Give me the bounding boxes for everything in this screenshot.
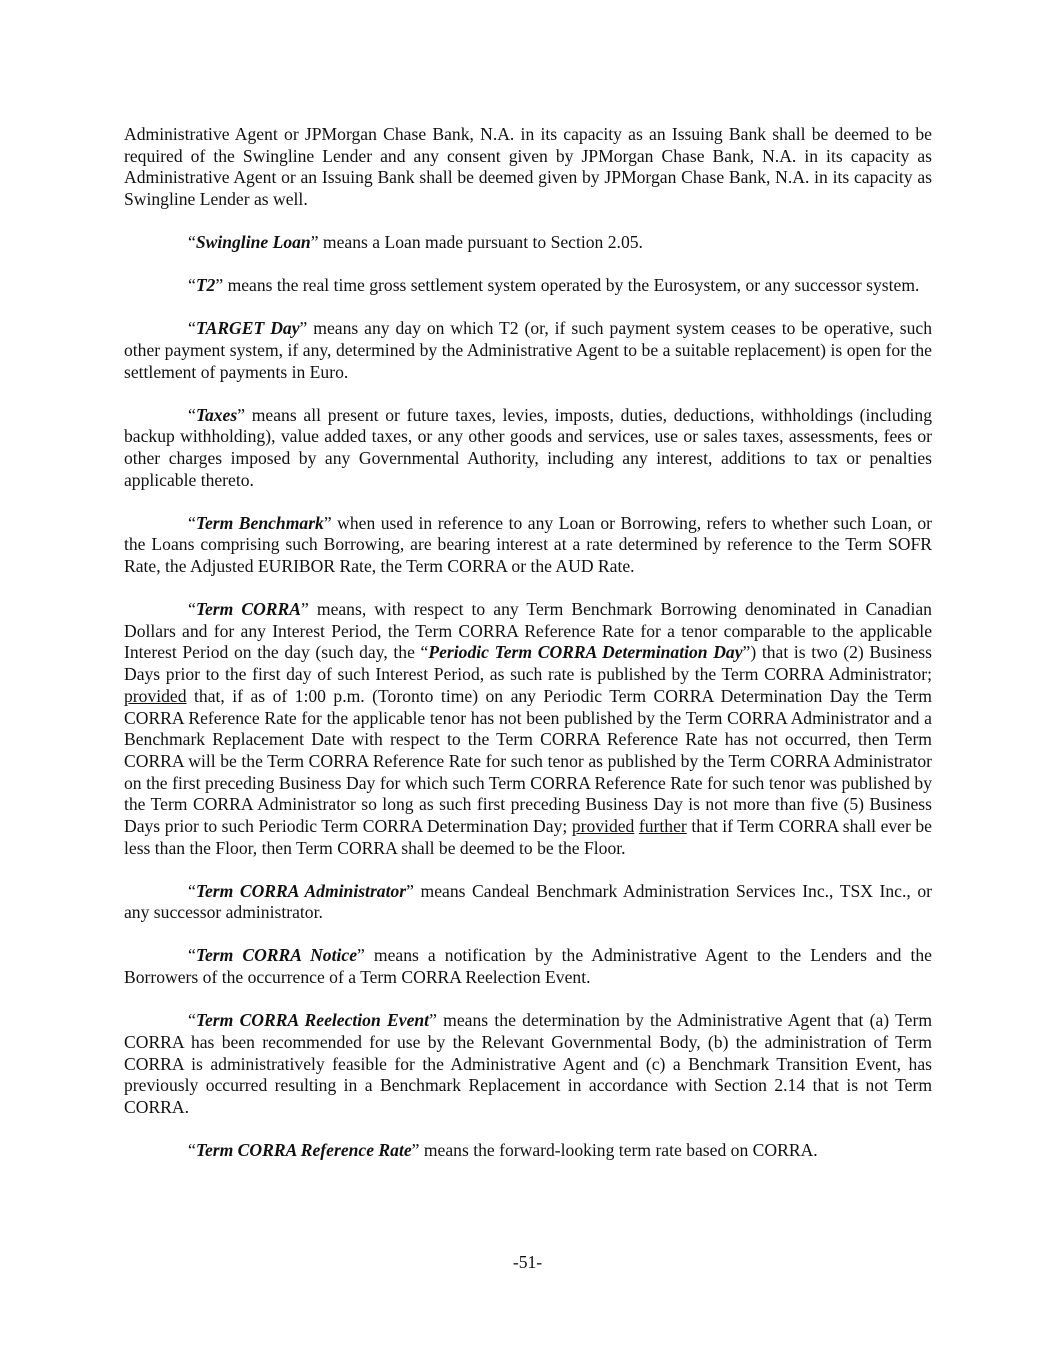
definition-text: ” when used in reference to any Loan or Borrowing, refers to whether such Loan, or the Loans comprising such Borrowing, are bearing interest at a rate determined by reference to the Term SOFR Rate, the Adjusted EURIBOR Rate, the Term CORRA or the AUD Rate.: [124, 512, 932, 577]
open-quote: “: [188, 945, 196, 966]
defined-term: T2: [195, 275, 216, 296]
definition-text: ” means the forward-looking term rate based on CORRA.: [411, 1139, 818, 1160]
defined-term: Term Benchmark: [195, 512, 324, 533]
open-quote: “: [188, 1010, 196, 1031]
definition-text: ” means the determination by the Administrative Agent that (a) Term CORRA has been recommended for use by the Relevant Governmental Body, (b) the administration of Term CORRA is administratively feasible for the Administrative Agent and (c) a Benchmark Transition Event, has previously occurred resulting in a Benchmark Replacement in accordance with Section 2.14 that is not Term CORRA.: [124, 1010, 933, 1117]
defined-term: Term CORRA Reference Rate: [195, 1139, 412, 1160]
definition-target-day: [124, 318, 932, 383]
further-underlined: further: [638, 816, 687, 837]
open-quote: “: [188, 512, 196, 533]
definition-text: ” means the real time gross settlement system operated by the Eurosystem, or any successor system.: [215, 275, 920, 296]
defined-term: Term CORRA Administrator: [195, 880, 407, 901]
definition-text: ” means, with respect to any Term Benchmark Borrowing denominated in Canadian Dollars and for any Interest Period, the Term CORRA Reference Rate for a tenor comparable to the applicable Interest Period on the day (such day, the “: [124, 599, 932, 663]
definition-taxes: [124, 405, 932, 492]
open-quote: “: [188, 599, 196, 620]
defined-term: Taxes: [195, 404, 238, 425]
definition-text: ” means all present or future taxes, levies, imposts, duties, deductions, withholdings (including backup withholding), value added taxes, or any other goods and services, use or sales taxes, assessments, fees or other charges imposed by any Governmental Authority, including any interest, additions to tax or penalties applicable thereto.: [124, 404, 932, 490]
open-quote: “: [188, 880, 196, 901]
defined-term: Term CORRA: [195, 599, 301, 620]
definition-text: ” means any day on which T2 (or, if such payment system ceases to be operative, such other payment system, if any, determined by the Administrative Agent to be a suitable replacement) is open for the settlement of payments in Euro.: [124, 318, 932, 382]
definition-text: ” means a notification by the Administrative Agent to the Lenders and the Borrowers of the occurrence of a Term CORRA Reelection Event.: [124, 945, 932, 988]
document-page: [124, 124, 932, 1183]
definition-term-corra-notice: [124, 945, 932, 988]
paragraph-text: Administrative Agent or JPMorgan Chase Bank, N.A. in its capacity as an Issuing Bank shall be deemed to be required of the Swingline Lender and any consent given by JPMorgan Chase Bank, N.A. in its capacity as Administrative Agent or an Issuing Bank shall be deemed given by JPMorgan Chase Bank, N.A. in its capacity as Swingline Lender as well.: [124, 124, 932, 210]
open-quote: “: [188, 1139, 196, 1160]
defined-term: Term CORRA Reelection Event: [195, 1010, 430, 1031]
definition-t2: [124, 275, 932, 297]
definition-text: that, if as of 1:00 p.m. (Toronto time) on any Periodic Term CORRA Determination Day the Term CORRA Reference Rate for the applicable tenor has not been published by the Term CORRA Administrator and a Benchmark Replacement Date with respect to the Term CORRA Reference Rate has not occurred, then Term CORRA will be the Term CORRA Reference Rate for such tenor as published by the Term CORRA Administrator on the first preceding Business Day for which such Term CORRA Reference Rate for such tenor was published by the Term CORRA Administrator so long as such first preceding Business Day is not more than five (5) Business Days prior to such Periodic Term CORRA Determination Day;: [124, 685, 932, 837]
defined-term: Swingline Loan: [195, 232, 311, 253]
open-quote: “: [188, 318, 196, 339]
provided-underlined: provided: [124, 685, 187, 706]
definition-swingline-loan: [124, 232, 932, 254]
definition-text: ” means a Loan made pursuant to Section 2.05.: [310, 232, 643, 253]
definition-term-corra-administrator: [124, 881, 932, 924]
open-quote: “: [188, 275, 196, 296]
provided-underlined: provided: [571, 816, 635, 837]
open-quote: “: [188, 232, 196, 253]
definition-text: that if Term CORRA shall ever be less than the Floor, then Term CORRA shall be deemed to be the Floor.: [124, 816, 932, 858]
definition-term-benchmark: [124, 513, 932, 578]
paragraph-continuation: [124, 124, 932, 211]
page-number: -51-: [512, 1252, 543, 1272]
definition-text: ”) that is two (2) Business Days prior to the first day of such Interest Period, as such rate is published by the Term CORRA Administrator;: [124, 642, 932, 685]
defined-term: Term CORRA Notice: [195, 945, 358, 966]
definition-text: ” means Candeal Benchmark Administration Services Inc., TSX Inc., or any successor administrator.: [124, 880, 932, 923]
definition-term-corra-reelection-event: [124, 1010, 932, 1119]
defined-term: TARGET Day: [195, 318, 300, 339]
open-quote: “: [188, 404, 196, 425]
definition-term-corra: [124, 599, 932, 859]
definition-term-corra-reference-rate: [124, 1140, 932, 1162]
inner-defined-term: Periodic Term CORRA Determination Day: [428, 642, 743, 663]
